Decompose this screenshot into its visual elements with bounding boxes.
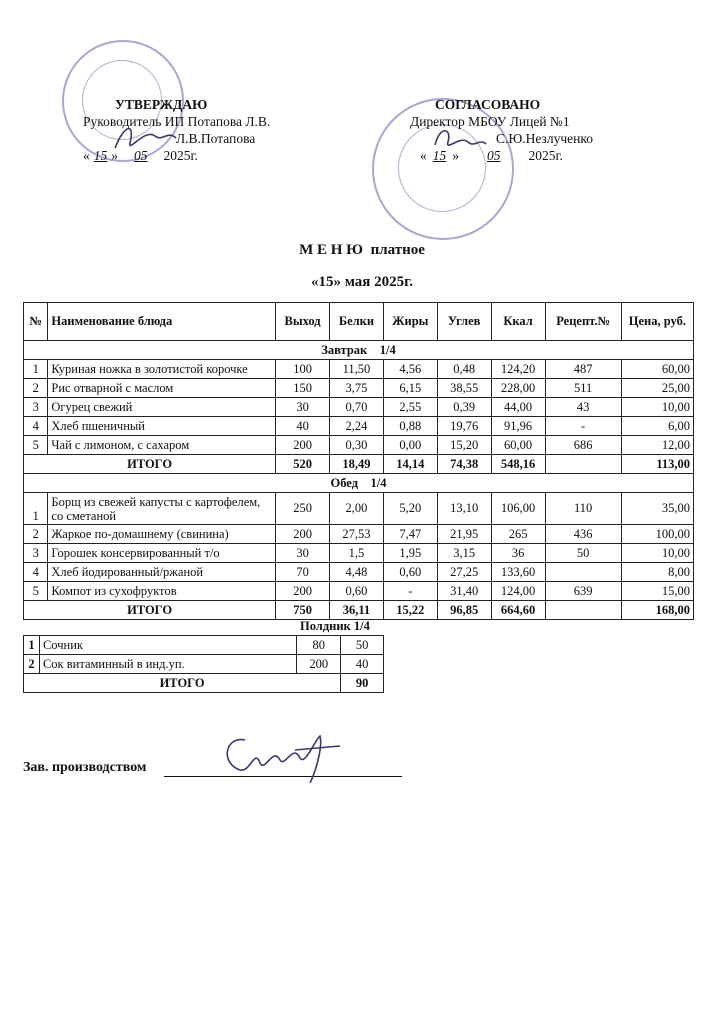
snack-cell: 2 xyxy=(24,655,40,674)
cell-carbs: 13,10 xyxy=(437,493,491,525)
cell-protein: 4,48 xyxy=(330,563,384,582)
cell-fat: 0,88 xyxy=(383,417,437,436)
total-label: ИТОГО xyxy=(24,601,276,620)
cell-price: 100,00 xyxy=(621,525,693,544)
cell-kcal: 60,00 xyxy=(491,436,545,455)
cell-name: Чай с лимоном, с сахаром xyxy=(48,436,276,455)
approve-signature xyxy=(110,118,180,158)
cell-carbs: 27,25 xyxy=(437,563,491,582)
total-value: 18,49 xyxy=(330,455,384,474)
cell-price: 25,00 xyxy=(621,379,693,398)
col-header-yield: Выход xyxy=(276,303,330,341)
col-header-recipe: Рецепт.№ xyxy=(545,303,621,341)
menu-table xyxy=(23,302,694,620)
cell-fat: 2,55 xyxy=(383,398,437,417)
cell-num: 2 xyxy=(24,379,48,398)
snack-cell: 200 xyxy=(297,655,341,674)
cell-yield: 70 xyxy=(276,563,330,582)
total-value: 548,16 xyxy=(491,455,545,474)
total-value: 113,00 xyxy=(621,455,693,474)
col-header-protein: Белки xyxy=(330,303,384,341)
cell-num: 2 xyxy=(24,525,48,544)
cell-num: 1 xyxy=(24,493,48,525)
total-label: ИТОГО xyxy=(24,674,341,693)
cell-price: 8,00 xyxy=(621,563,693,582)
cell-name: Хлеб пшеничный xyxy=(48,417,276,436)
cell-protein: 27,53 xyxy=(330,525,384,544)
cell-name: Куриная ножка в золотистой корочке xyxy=(48,360,276,379)
cell-carbs: 3,15 xyxy=(437,544,491,563)
cell-yield: 150 xyxy=(276,379,330,398)
table-row xyxy=(24,655,384,674)
total-value: 664,60 xyxy=(491,601,545,620)
cell-fat: 1,95 xyxy=(383,544,437,563)
cell-yield: 200 xyxy=(276,525,330,544)
cell-price: 15,00 xyxy=(621,582,693,601)
cell-name: Рис отварной с маслом xyxy=(48,379,276,398)
table-row xyxy=(24,563,694,582)
cell-protein: 3,75 xyxy=(330,379,384,398)
cell-protein: 0,30 xyxy=(330,436,384,455)
table-row xyxy=(24,436,694,455)
cell-price: 6,00 xyxy=(621,417,693,436)
cell-name: Хлеб йодированный/ржаной xyxy=(48,563,276,582)
agree-heading: СОГЛАСОВАНО xyxy=(435,97,541,112)
col-header-fat: Жиры xyxy=(383,303,437,341)
cell-name: Компот из сухофруктов xyxy=(48,582,276,601)
cell-recipe: 436 xyxy=(545,525,621,544)
snack-cell: Сочник xyxy=(39,636,296,655)
cell-fat: 7,47 xyxy=(383,525,437,544)
menu-title: М Е Н Ю платное xyxy=(299,242,425,258)
approve-line1: Руководитель ИП Потапова Л.В. xyxy=(83,114,271,129)
agree-date: « 15 » 05 2025г. xyxy=(420,148,563,163)
table-row xyxy=(24,582,694,601)
cell-yield: 30 xyxy=(276,398,330,417)
cell-recipe: 639 xyxy=(545,582,621,601)
cell-name: Горошек консервированный т/о xyxy=(48,544,276,563)
agree-signature xyxy=(430,120,490,160)
total-value xyxy=(545,601,621,620)
cell-carbs: 15,20 xyxy=(437,436,491,455)
cell-recipe: 50 xyxy=(545,544,621,563)
cell-carbs: 38,55 xyxy=(437,379,491,398)
table-row xyxy=(24,379,694,398)
snack-cell: 80 xyxy=(297,636,341,655)
table-row xyxy=(24,417,694,436)
cell-price: 60,00 xyxy=(621,360,693,379)
cell-carbs: 31,40 xyxy=(437,582,491,601)
snack-title: Полдник 1/4 xyxy=(300,619,370,633)
table-row xyxy=(24,360,694,379)
cell-protein: 2,24 xyxy=(330,417,384,436)
total-value: 520 xyxy=(276,455,330,474)
col-header-carbs: Углев xyxy=(437,303,491,341)
cell-num: 3 xyxy=(24,544,48,563)
cell-kcal: 124,20 xyxy=(491,360,545,379)
snack-cell: 1 xyxy=(24,636,40,655)
cell-num: 1 xyxy=(24,360,48,379)
lunch-total-row xyxy=(24,601,694,620)
cell-name: Борщ из свежей капусты с картофелем, со сметаной xyxy=(48,493,276,525)
table-row xyxy=(24,398,694,417)
cell-protein: 2,00 xyxy=(330,493,384,525)
col-header-price: Цена, руб. xyxy=(621,303,693,341)
cell-yield: 100 xyxy=(276,360,330,379)
cell-yield: 250 xyxy=(276,493,330,525)
table-header-row xyxy=(24,303,694,341)
total-value xyxy=(545,455,621,474)
cell-fat: 6,15 xyxy=(383,379,437,398)
breakfast-total-row xyxy=(24,455,694,474)
cell-num: 4 xyxy=(24,417,48,436)
cell-fat: 4,56 xyxy=(383,360,437,379)
cell-kcal: 106,00 xyxy=(491,493,545,525)
cell-kcal: 265 xyxy=(491,525,545,544)
cell-yield: 30 xyxy=(276,544,330,563)
total-value: 74,38 xyxy=(437,455,491,474)
cell-price: 10,00 xyxy=(621,544,693,563)
cell-protein: 11,50 xyxy=(330,360,384,379)
menu-date: «15» мая 2025г. xyxy=(310,274,414,290)
cell-kcal: 124,00 xyxy=(491,582,545,601)
cell-price: 12,00 xyxy=(621,436,693,455)
cell-kcal: 36 xyxy=(491,544,545,563)
cell-kcal: 133,60 xyxy=(491,563,545,582)
total-value: 96,85 xyxy=(437,601,491,620)
cell-fat: 5,20 xyxy=(383,493,437,525)
cell-num: 5 xyxy=(24,436,48,455)
breakfast-section-title: Завтрак 1/4 xyxy=(24,341,694,360)
lunch-section-title: Обед 1/4 xyxy=(24,474,694,493)
cell-recipe xyxy=(545,563,621,582)
cell-carbs: 0,39 xyxy=(437,398,491,417)
cell-recipe: - xyxy=(545,417,621,436)
approve-date: « 15 » 05 2025г. xyxy=(83,148,198,163)
cell-protein: 0,60 xyxy=(330,582,384,601)
total-label: ИТОГО xyxy=(24,455,276,474)
approve-heading: УТВЕРЖДАЮ xyxy=(115,97,208,112)
approve-line2: Л.В.Потапова xyxy=(176,131,256,146)
cell-kcal: 44,00 xyxy=(491,398,545,417)
agree-line2: С.Ю.Незлученко xyxy=(496,131,593,146)
total-value: 90 xyxy=(341,674,384,693)
total-value: 14,14 xyxy=(383,455,437,474)
cell-carbs: 21,95 xyxy=(437,525,491,544)
cell-yield: 200 xyxy=(276,582,330,601)
cell-carbs: 19,76 xyxy=(437,417,491,436)
cell-name: Огурец свежий xyxy=(48,398,276,417)
table-row xyxy=(24,525,694,544)
footer-label: Зав. производством xyxy=(23,760,147,775)
col-header-kcal: Ккал xyxy=(491,303,545,341)
cell-carbs: 0,48 xyxy=(437,360,491,379)
cell-num: 5 xyxy=(24,582,48,601)
agree-line1: Директор МБОУ Лицей №1 xyxy=(410,114,570,129)
total-value: 750 xyxy=(276,601,330,620)
snack-cell: 50 xyxy=(341,636,384,655)
cell-price: 10,00 xyxy=(621,398,693,417)
table-row xyxy=(24,636,384,655)
cell-protein: 0,70 xyxy=(330,398,384,417)
table-row xyxy=(24,544,694,563)
col-header-num: № xyxy=(24,303,48,341)
cell-price: 35,00 xyxy=(621,493,693,525)
cell-yield: 200 xyxy=(276,436,330,455)
breakfast-section-row xyxy=(24,341,694,360)
cell-yield: 40 xyxy=(276,417,330,436)
cell-kcal: 91,96 xyxy=(491,417,545,436)
cell-protein: 1,5 xyxy=(330,544,384,563)
cell-name: Жаркое по-домашнему (свинина) xyxy=(48,525,276,544)
footer-signature xyxy=(215,728,345,783)
cell-kcal: 228,00 xyxy=(491,379,545,398)
cell-recipe: 43 xyxy=(545,398,621,417)
cell-fat: 0,60 xyxy=(383,563,437,582)
total-value: 168,00 xyxy=(621,601,693,620)
cell-recipe: 487 xyxy=(545,360,621,379)
cell-recipe: 511 xyxy=(545,379,621,398)
cell-num: 4 xyxy=(24,563,48,582)
lunch-section-row xyxy=(24,474,694,493)
col-header-name: Наименование блюда xyxy=(48,303,276,341)
cell-recipe: 686 xyxy=(545,436,621,455)
snack-cell: 40 xyxy=(341,655,384,674)
total-value: 15,22 xyxy=(383,601,437,620)
cell-num: 3 xyxy=(24,398,48,417)
cell-fat: - xyxy=(383,582,437,601)
table-row xyxy=(24,493,694,525)
total-value: 36,11 xyxy=(330,601,384,620)
cell-recipe: 110 xyxy=(545,493,621,525)
cell-fat: 0,00 xyxy=(383,436,437,455)
snack-cell: Сок витаминный в инд.уп. xyxy=(39,655,296,674)
snack-table xyxy=(23,635,384,693)
snack-total-row xyxy=(24,674,384,693)
